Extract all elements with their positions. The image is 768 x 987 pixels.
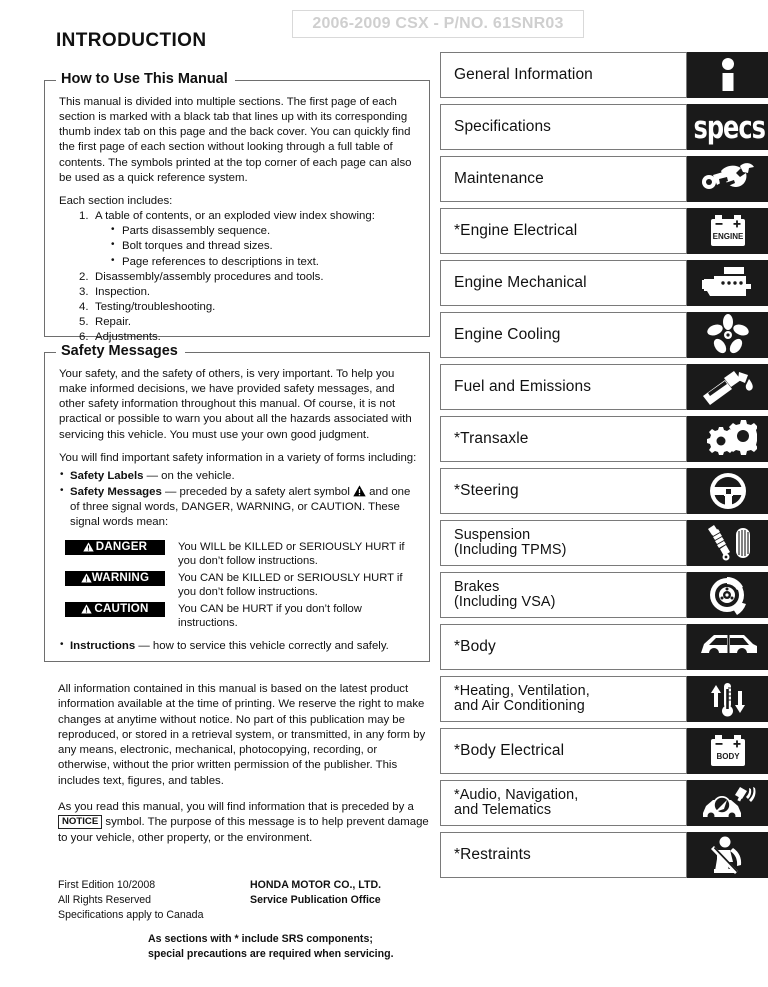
caution-description: You CAN be HURT if you don’t follow instructions. <box>178 602 362 629</box>
tab-engine-cooling[interactable] <box>440 312 768 358</box>
tab-label <box>440 52 687 98</box>
list-item <box>59 469 417 484</box>
tab-label <box>440 260 687 306</box>
list-item <box>59 485 417 530</box>
safety-alert-triangle-icon <box>353 485 366 497</box>
tab-label <box>440 104 687 150</box>
how-to-paragraph: This manual is divided into multiple sections. The first page of each section is marked with a black tab that lines up with its corresponding thumb index tab on this page and the back cover. You can quickly find the first page of each section without looking through a full table of contents. The symbols printed at the top corner of each page can also be used as a quick reference system. <box>59 96 412 184</box>
tab-engine-mechanical[interactable] <box>440 260 768 306</box>
safety-labels-desc: — on the vehicle. <box>143 469 235 482</box>
tab-label <box>440 416 687 462</box>
footer-edition: First Edition 10/2008 <box>58 879 156 891</box>
table-row <box>65 540 415 571</box>
tab-label <box>440 208 687 254</box>
caution-badge <box>65 602 165 617</box>
cooling-fan-icon <box>687 312 768 358</box>
engine-battery-icon <box>687 208 768 254</box>
tab-label-text: *Steering <box>454 481 519 499</box>
tab-label <box>440 572 687 618</box>
tab-label <box>440 364 687 410</box>
footer-office: Service Publication Office <box>250 894 381 907</box>
list-number: 5. <box>79 316 89 329</box>
safety-paragraph-1: Your safety, and the safety of others, is very important. To help you make informed decisions, we have provided safety messages, and other safety information throughout this manual. Of course, it is not practical or possible to warn you about all the hazards associated with servicing this vehicle. You must use your own good judgment. <box>59 368 412 441</box>
tab-steering[interactable] <box>440 468 768 514</box>
tab-brakes[interactable] <box>440 572 768 618</box>
tab-label-line-2: and Air Conditioning <box>454 698 585 714</box>
how-to-item-list <box>59 209 417 345</box>
tab-label-text: *Body <box>454 637 496 655</box>
tab-label-text: General Information <box>454 65 593 83</box>
tab-restraints[interactable] <box>440 832 768 878</box>
tab-label-text <box>454 580 555 610</box>
tab-label-line-2: (Including VSA) <box>454 594 556 610</box>
seatbelt-occupant-icon <box>687 832 768 878</box>
list-item: • Page references to descriptions in text. <box>111 255 417 270</box>
closing-paragraphs <box>58 682 430 857</box>
specs-wordmark-icon <box>687 104 768 150</box>
tab-label-text: Engine Cooling <box>454 325 561 343</box>
footer-rights: All Rights Reserved <box>58 894 152 907</box>
notice-text-1: As you read this manual, you will find information that is preceded by a <box>58 800 414 813</box>
safety-messages-desc-1: — preceded by a safety alert symbol <box>161 486 354 499</box>
safety-messages-term: Safety Messages <box>70 486 162 499</box>
how-to-sub-list <box>95 224 417 269</box>
list-item <box>59 639 417 654</box>
list-text: Disassembly/assembly procedures and tools. <box>95 270 324 283</box>
safety-paragraph-2: You will find important safety information in a variety of forms including: <box>59 451 417 464</box>
list-item: • Parts disassembly sequence. <box>111 224 417 239</box>
wrench-hand-icon <box>687 156 768 202</box>
tab-label-text <box>454 788 578 818</box>
svg-text:ENGINE: ENGINE <box>712 232 743 241</box>
tab-engine-electrical[interactable] <box>440 208 768 254</box>
gears-icon <box>687 416 768 462</box>
how-to-use-section <box>44 71 430 344</box>
tab-label-text: Specifications <box>454 117 552 135</box>
safety-messages-legend: Safety Messages <box>56 343 185 359</box>
how-to-use-legend: How to Use This Manual <box>56 71 235 87</box>
brake-rotor-icon <box>687 572 768 618</box>
tab-label-line-2: (Including TPMS) <box>454 542 567 558</box>
danger-description: You WILL be KILLED or SERIOUSLY HURT if you don’t follow instructions. <box>178 540 405 567</box>
signal-word-cell <box>65 540 169 571</box>
signal-word-cell <box>65 602 169 633</box>
list-item <box>79 315 417 330</box>
tab-label-text <box>454 528 567 558</box>
signal-words-table <box>65 540 415 633</box>
safety-messages-section <box>44 343 430 662</box>
safety-messages-desc-2: and one of three signal words, DANGER, WARNING, or CAUTION. These signal words mean: <box>70 486 411 529</box>
tab-label-text: *Transaxle <box>454 429 529 447</box>
table-row <box>65 602 415 633</box>
notice-badge: NOTICE <box>58 815 102 829</box>
danger-label: DANGER <box>95 540 148 554</box>
engine-block-icon <box>687 260 768 306</box>
tab-fuel-and-emissions[interactable] <box>440 364 768 410</box>
specs-wordmark-text: specs <box>693 108 766 146</box>
how-to-includes-intro: Each section includes: <box>59 194 173 207</box>
tab-transaxle[interactable] <box>440 416 768 462</box>
list-text: Inspection. <box>95 285 151 298</box>
left-content-column <box>44 0 430 987</box>
tab-label-line-2: and Telematics <box>454 802 552 818</box>
thumb-index-tabs <box>440 52 768 884</box>
tab-label <box>440 832 687 878</box>
fuel-nozzle-icon <box>687 364 768 410</box>
list-item <box>79 270 417 285</box>
svg-text:BODY: BODY <box>715 752 740 761</box>
srs-note-line-2: special precautions are required when servicing. <box>148 948 394 961</box>
tab-label-line-1: *Audio, Navigation, <box>454 787 579 804</box>
thermometer-airflow-icon <box>687 676 768 722</box>
steering-wheel-icon <box>687 468 768 514</box>
copyright-paragraph: All information contained in this manual is based on the latest product information available at the time of printing. We reserve the right to make changes at anytime without notice. No part of this publication may be reproduced, or stored in a retrieval system, or transmitted, in any form by any means, electronic, mechanical, photocopying, recording, or otherwise, without the prior written permission of the publisher. This includes text, figures, and tables. <box>58 683 426 787</box>
page-title: INTRODUCTION <box>56 30 207 51</box>
list-item <box>79 300 417 315</box>
tab-label-line-1: Brakes <box>454 579 500 596</box>
tab-label-text: Maintenance <box>454 169 544 187</box>
tab-general-information[interactable] <box>440 52 768 98</box>
tab-label-text <box>454 684 590 714</box>
warning-badge <box>65 571 165 586</box>
list-item <box>79 209 417 270</box>
list-text: Adjustments. <box>95 331 161 344</box>
safety-forms-list <box>59 469 417 531</box>
tab-maintenance[interactable] <box>440 156 768 202</box>
instructions-term: Instructions <box>70 639 136 652</box>
tab-body[interactable] <box>440 624 768 670</box>
footer-publisher: HONDA MOTOR CO., LTD. <box>250 879 382 891</box>
tab-label-line-1: Suspension <box>454 527 531 544</box>
instructions-list <box>59 639 417 654</box>
body-battery-icon <box>687 728 768 774</box>
list-number: 1. <box>79 210 89 223</box>
tab-label <box>440 312 687 358</box>
shock-absorber-tire-icon <box>687 520 768 566</box>
srs-components-note <box>148 932 394 962</box>
tab-label-text: Fuel and Emissions <box>454 377 592 395</box>
instructions-desc: — how to service this vehicle correctly and safely. <box>135 639 389 652</box>
alert-triangle-icon <box>81 573 92 583</box>
danger-badge <box>65 540 165 555</box>
safety-labels-term: Safety Labels <box>70 469 144 482</box>
tab-label <box>440 520 687 566</box>
srs-note-line-1: As sections with * include SRS components; <box>148 933 373 945</box>
list-number: 3. <box>79 285 89 298</box>
tab-label <box>440 780 687 826</box>
tab-label <box>440 624 687 670</box>
warning-label: WARNING <box>91 571 150 585</box>
footer-publisher-info <box>250 878 381 908</box>
list-number: 2. <box>79 270 89 283</box>
list-item <box>79 285 417 300</box>
alert-triangle-icon <box>81 604 92 614</box>
car-body-icon <box>687 624 768 670</box>
table-row <box>65 571 415 602</box>
list-item: • Bolt torques and thread sizes. <box>111 239 417 254</box>
manual-code-badge: 2006-2009 CSX - P/NO. 61SNR03 <box>292 10 584 38</box>
tab-label-text: *Body Electrical <box>454 741 565 759</box>
tab-label <box>440 676 687 722</box>
footer-specs-region: Specifications apply to Canada <box>58 909 204 922</box>
list-text: Repair. <box>95 316 132 329</box>
tab-audio-navigation-telematics[interactable] <box>440 780 768 826</box>
tab-label-text: *Restraints <box>454 845 531 863</box>
tab-heating-ventilation-air-conditioning[interactable] <box>440 676 768 722</box>
tab-specifications[interactable] <box>440 104 768 150</box>
list-number: 6. <box>79 331 89 344</box>
list-number: 4. <box>79 301 89 314</box>
notice-text-2: symbol. The purpose of this message is to help prevent damage to your vehicle, other property, or the environment. <box>58 816 429 844</box>
signal-word-cell <box>65 571 169 602</box>
caution-label: CAUTION <box>94 602 149 616</box>
information-person-icon <box>687 52 768 98</box>
list-text: Testing/troubleshooting. <box>95 301 216 314</box>
list-text: A table of contents, or an exploded view index showing: <box>95 210 375 223</box>
tab-suspension[interactable] <box>440 520 768 566</box>
tab-body-electrical[interactable] <box>440 728 768 774</box>
tab-label <box>440 468 687 514</box>
tab-label-line-1: *Heating, Ventilation, <box>454 683 590 700</box>
tab-label <box>440 728 687 774</box>
tab-label-text: *Engine Electrical <box>454 221 578 239</box>
tab-label-text: Engine Mechanical <box>454 273 587 291</box>
warning-description: You CAN be KILLED or SERIOUSLY HURT if you don’t follow instructions. <box>178 571 403 598</box>
notice-paragraph <box>58 800 430 846</box>
footer-edition-info <box>58 878 203 923</box>
tab-label <box>440 156 687 202</box>
alert-triangle-icon <box>83 542 94 552</box>
audio-navigation-icon <box>687 780 768 826</box>
